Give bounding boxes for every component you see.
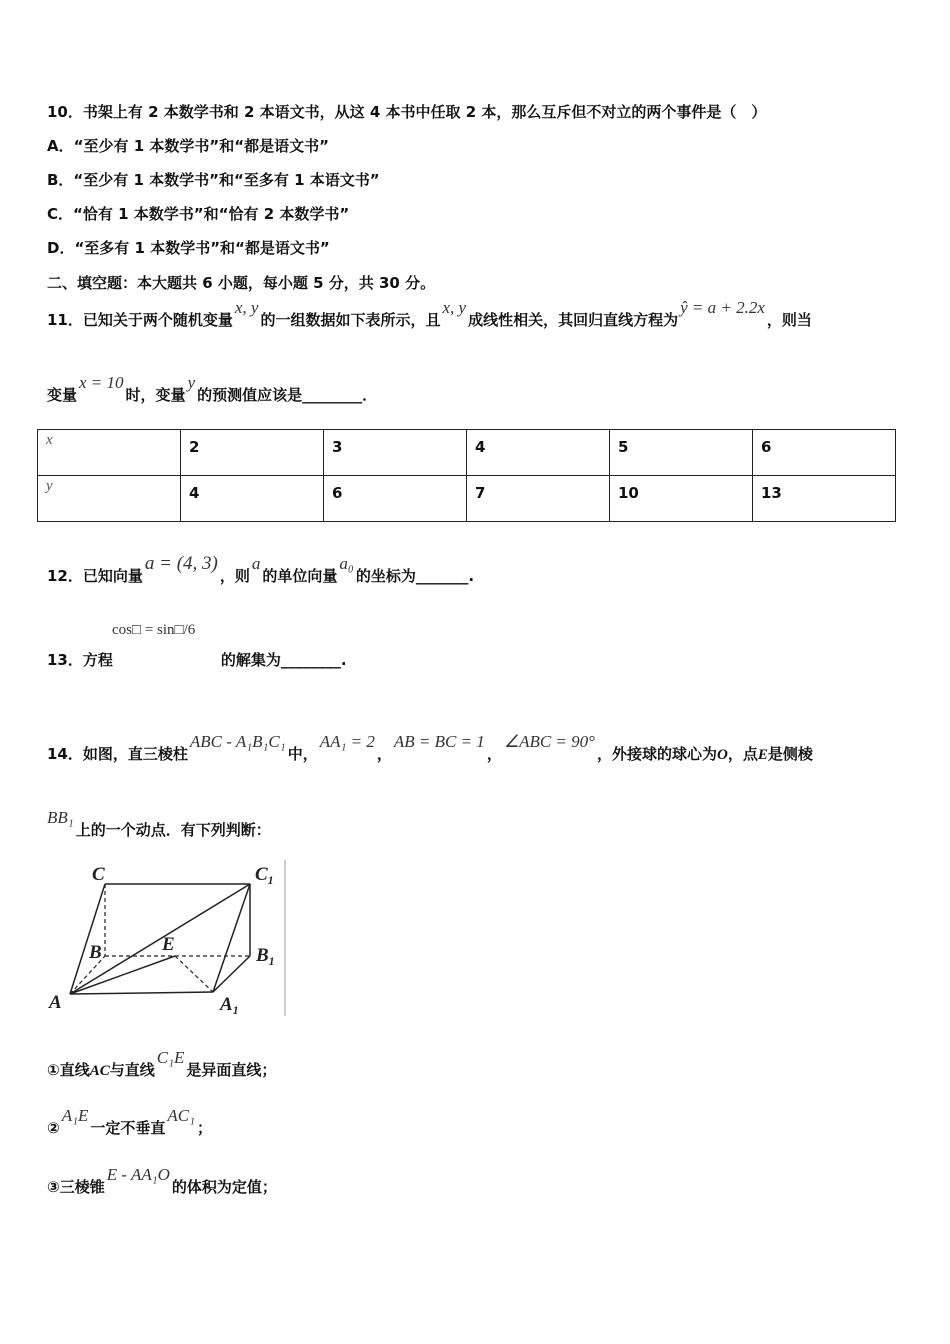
math: a = (4, 3) — [144, 553, 218, 574]
table-cell: 4 — [181, 476, 324, 522]
table-cell: 3 — [324, 430, 467, 476]
section-heading: 二、填空题：本大题共 6 小题，每小题 5 分，共 30 分。 — [47, 274, 436, 292]
math: AB = BC = 1 — [393, 732, 485, 751]
text: ； — [197, 1119, 213, 1137]
text: 时，变量 — [125, 386, 186, 404]
prism-figure — [45, 858, 295, 1018]
table-row — [38, 476, 896, 522]
label-a: A — [49, 992, 62, 1013]
text: 成线性相关，其回归直线方程为 — [468, 311, 679, 329]
text: 一定不垂直 — [90, 1119, 166, 1137]
text: ，点 — [727, 745, 758, 763]
text: ③三棱锥 — [47, 1178, 105, 1196]
text: ，外接球的球心为 — [596, 745, 717, 763]
math: x = 10 — [79, 373, 124, 392]
table-cell: 7 — [467, 476, 610, 522]
q13-formula: cos□ = sin□/6 — [112, 622, 196, 638]
math: a₀ — [339, 554, 354, 573]
q14-line2 — [47, 808, 271, 840]
label-c1: C₁ — [255, 864, 275, 885]
label-b1: B₁ — [256, 945, 276, 966]
table-cell: 13 — [753, 476, 896, 522]
math: ∠ABC = 90° — [503, 732, 595, 751]
text: 的预测值应该是________． — [197, 386, 378, 404]
data-table — [37, 429, 896, 522]
math: E — [757, 747, 768, 763]
text: ，则 — [219, 567, 250, 585]
text: 上的一个动点．有下列判断： — [75, 821, 271, 839]
text: ①直线 — [47, 1061, 90, 1079]
text: 11．已知关于两个随机变量 — [47, 311, 233, 329]
table-header-x: x — [38, 430, 181, 476]
q14-line1 — [47, 732, 813, 765]
text: 的解集为________. — [220, 651, 347, 669]
text: 的单位向量 — [262, 567, 338, 585]
table-cell: 5 — [610, 430, 753, 476]
text: ，则当 — [766, 311, 812, 329]
table-cell: 6 — [753, 430, 896, 476]
text: 变量 — [47, 386, 78, 404]
text: 的体积为定值； — [171, 1178, 277, 1196]
math: ABC - A₁B₁C₁ — [189, 732, 286, 751]
q14-item-3 — [47, 1165, 277, 1197]
label-b: B — [89, 942, 102, 963]
math: C₁E — [156, 1048, 185, 1067]
q10-option-a: A．“至少有 1 本数学书”和“都是语文书” — [47, 137, 329, 155]
q11-line1 — [47, 298, 812, 330]
math: A₁E — [61, 1106, 89, 1125]
text: ， — [486, 745, 502, 763]
math: O — [716, 747, 728, 763]
math: AC — [89, 1063, 110, 1079]
q10-stem: 10．书架上有 2 本数学书和 2 本语文书，从这 4 本书中任取 2 本，那么互斥但不对立的两个事件是（ ） — [47, 103, 767, 121]
table-cell: 4 — [467, 430, 610, 476]
table-cell: 10 — [610, 476, 753, 522]
math: a — [251, 554, 261, 573]
text: 14．如图，直三棱柱 — [47, 745, 188, 763]
text: 12．已知向量 — [47, 567, 143, 585]
text: ② — [47, 1119, 60, 1137]
q10-option-b: B．“至少有 1 本数学书”和“至多有 1 本语文书” — [47, 171, 380, 189]
label-e: E — [162, 934, 175, 955]
math: x, y — [234, 298, 259, 317]
text: 与直线 — [109, 1061, 155, 1079]
table-cell: 6 — [324, 476, 467, 522]
q13 — [47, 650, 347, 670]
math: x, y — [442, 298, 467, 317]
q14-item-1 — [47, 1048, 277, 1081]
math: AC₁ — [167, 1106, 196, 1125]
math: AA₁ = 2 — [319, 732, 375, 751]
text: 的一组数据如下表所示，且 — [260, 311, 441, 329]
table-cell: 2 — [181, 430, 324, 476]
q10-option-c: C．“恰有 1 本数学书”和“恰有 2 本数学书” — [47, 205, 350, 223]
math: y — [187, 373, 196, 392]
math: E - AA₁O — [106, 1165, 170, 1184]
q12 — [47, 553, 475, 586]
q14-item-2 — [47, 1106, 213, 1138]
text: 是侧棱 — [767, 745, 813, 763]
text: ， — [376, 745, 392, 763]
label-a1: A₁ — [220, 994, 240, 1015]
table-header-y: y — [38, 476, 181, 522]
math: BB₁ — [47, 808, 74, 827]
q10-option-d: D．“至多有 1 本数学书”和“都是语文书” — [47, 239, 330, 257]
text: 的坐标为_______. — [355, 567, 475, 585]
text: 是异面直线； — [186, 1061, 277, 1079]
table-row — [38, 430, 896, 476]
text: 13．方程 — [47, 651, 113, 669]
math: ŷ = a + 2.2x — [680, 298, 765, 317]
text: 中， — [287, 745, 318, 763]
q11-line2 — [47, 373, 378, 405]
label-c: C — [92, 864, 105, 885]
